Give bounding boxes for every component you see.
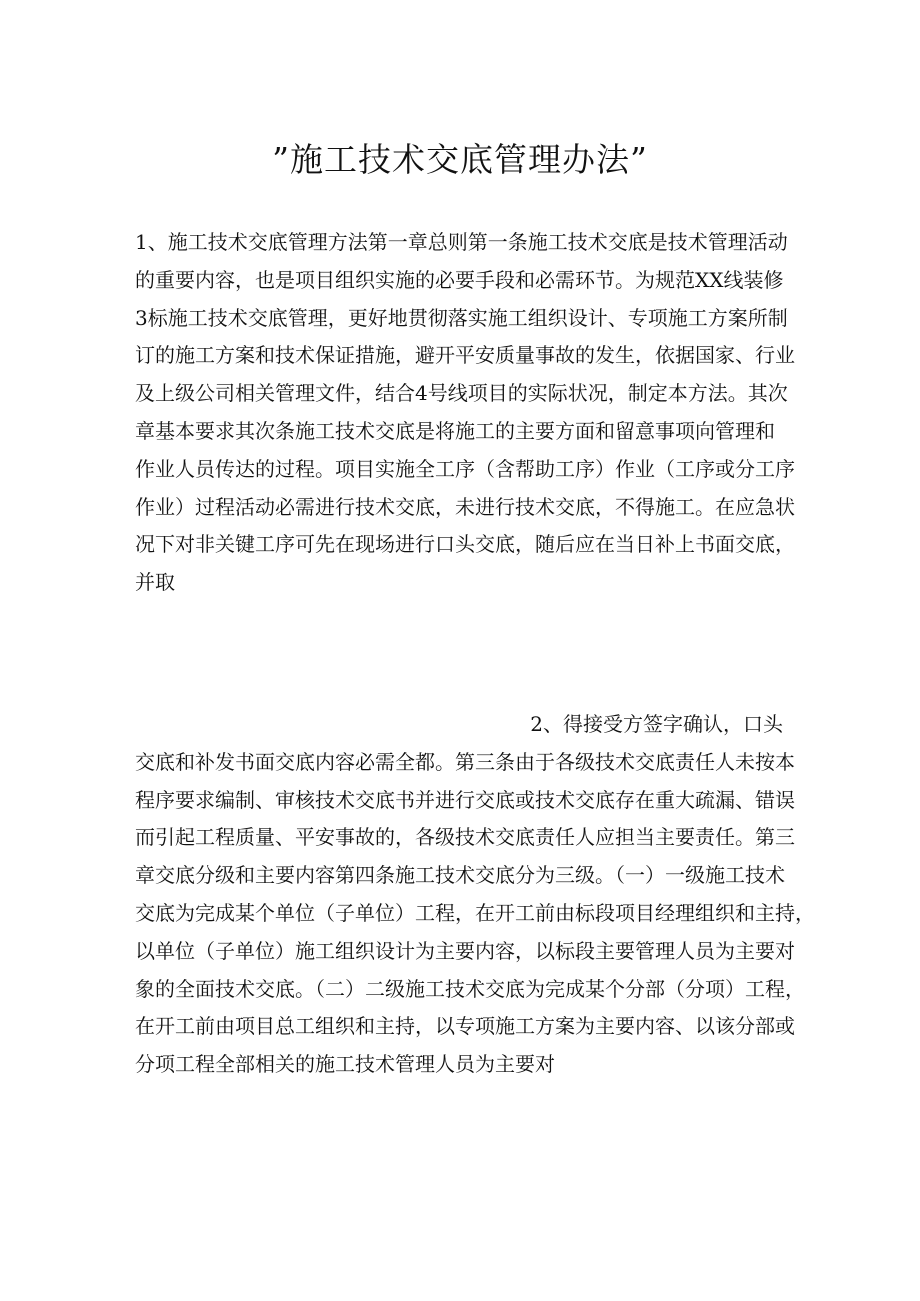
paragraph-line: 1、施工技术交底管理方法第一章总则第一条施工技术交底是技术管理活动 <box>135 230 788 254</box>
paragraph-line: 作业人员传达的过程。项目实施全工序（含帮助工序）作业（工序或分工序 <box>135 456 795 481</box>
paragraph-2 <box>135 706 815 1084</box>
paragraph-line: 象的全面技术交底。（二）二级施工技术交底为完成某个分部（分项）工程， <box>135 976 805 1001</box>
paragraph-line: 并取 <box>135 570 175 595</box>
paragraph-line: 的重要内容，也是项目组织实施的必要手段和必需环节。为规范XX线装修 <box>135 267 784 292</box>
paragraph-1 <box>135 224 815 602</box>
paragraph-line: 交底为完成某个单位（子单位）工程，在开工前由标段项目经理组织和主持， <box>135 900 815 925</box>
paragraph-line: 及上级公司相关管理文件，结合4号线项目的实际状况，制定本方法。其次 <box>135 381 788 406</box>
paragraph-line: 作业）过程活动必需进行技术交底，未进行技术交底，不得施工。在应急状 <box>135 494 795 519</box>
paragraph-line: 而引起工程质量、平安事故的，各级技术交底责任人应担当主要责任。第三 <box>135 825 795 850</box>
paragraph-line: 分项工程全部相关的施工技术管理人员为主要对 <box>135 1052 555 1077</box>
paragraph-line: 在开工前由项目总工组织和主持，以专项施工方案为主要内容、以该分部或 <box>135 1014 795 1039</box>
document-title: ”施工技术交底管理办法” <box>272 140 648 179</box>
paragraph-line: 订的施工方案和技术保证措施，避开平安质量事故的发生，依据国家、行业 <box>135 343 795 368</box>
paragraph-line: 程序要求编制、审核技术交底书并进行交底或技术交底存在重大疏漏、错误 <box>135 787 795 812</box>
paragraph-line: 况下对非关键工序可先在现场进行口头交底，随后应在当日补上书面交底， <box>135 532 795 557</box>
paragraph-line: 以单位（子单位）施工组织设计为主要内容，以标段主要管理人员为主要对 <box>135 938 795 963</box>
paragraph-line: 3标施工技术交底管理，更好地贯彻落实施工组织设计、专项施工方案所制 <box>135 305 788 330</box>
paragraph-heading-line: 2、得接受方签字确认，口头 <box>530 712 783 736</box>
paragraph-line: 交底和补发书面交底内容必需全都。第三条由于各级技术交底责任人未按本 <box>135 749 795 774</box>
paragraph-line: 章交底分级和主要内容第四条施工技术交底分为三级。（一）一级施工技术 <box>135 863 785 888</box>
paragraph-line: 章基本要求其次条施工技术交底是将施工的主要方面和留意事项向管理和 <box>135 418 775 443</box>
